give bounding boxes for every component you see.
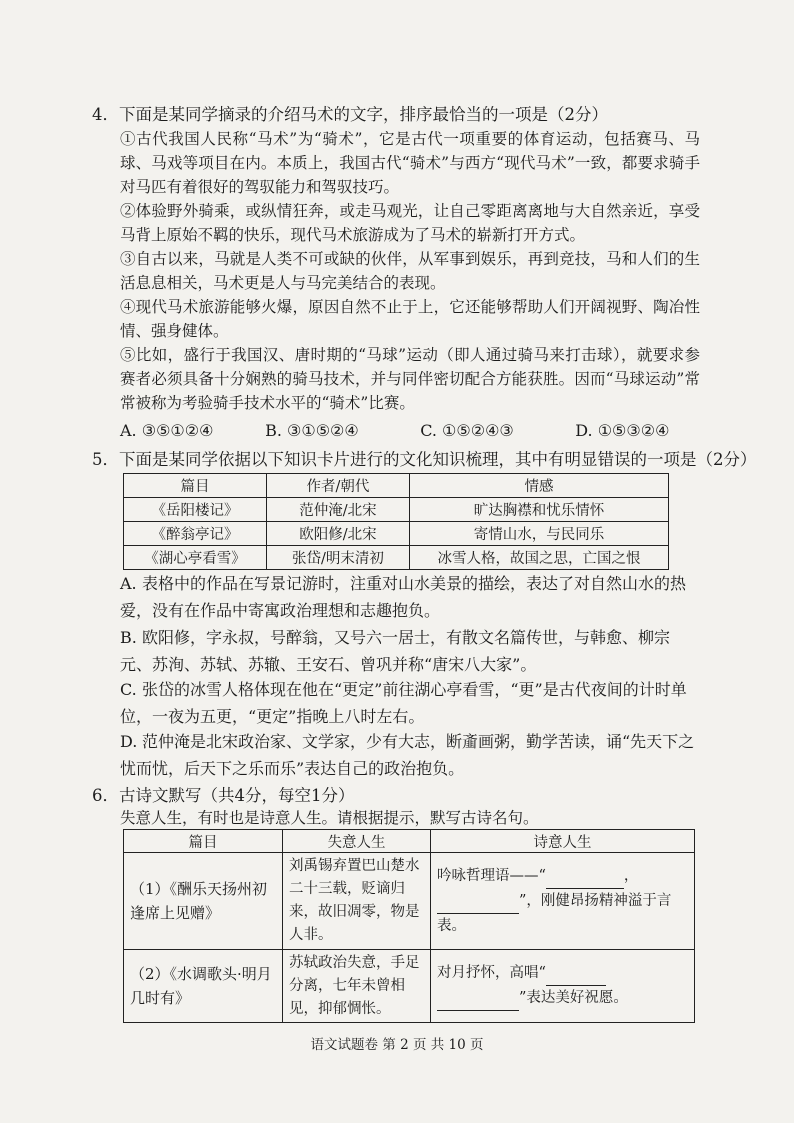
table-header-row xyxy=(124,830,695,853)
table-row xyxy=(124,950,695,1023)
table-cell: 张岱/明末清初 xyxy=(267,546,410,570)
loss-description: 刘禹锡弃置巴山楚水二十三载，贬谪归来，故旧凋零，物是人非。 xyxy=(283,853,431,950)
q5-choice-d[interactable] xyxy=(120,728,700,782)
table-header: 情感 xyxy=(410,474,669,498)
table-row xyxy=(124,546,669,570)
q6-intro: 失意人生，有时也是诗意人生。请根据提示，默写古诗名句。 xyxy=(120,809,539,827)
q4-option-d[interactable]: D. ①⑤③②④ xyxy=(575,421,670,440)
poem-title: （2）《水调歌头·明月几时有》 xyxy=(124,950,283,1023)
answer-blank-2[interactable] xyxy=(437,889,519,914)
table-cell: 《岳阳楼记》 xyxy=(124,498,267,522)
table-cell: 寄情山水，与民同乐 xyxy=(410,522,669,546)
q4-sentence-2: ②体验野外骑乘，或纵情狂奔，或走马观光，让自己零距离离地与大自然亲近，享受马背上原始不羁的快乐，现代马术旅游成为了马术的崭新打开方式。 xyxy=(120,202,700,244)
poem-cell-1 xyxy=(431,853,695,950)
q4-sentence-4: ④现代马术旅游能够火爆，原因自然不止于上，它还能够帮助人们开阔视野、陶冶性情、强身健体。 xyxy=(120,298,700,340)
q4-sentence-5: ⑤比如，盛行于我国汉、唐时期的“马球”运动（即人通过骑马来打击球），就要求参赛者必须具备十分娴熟的骑马技术，并与同伴密切配合方能获胜。因而“马球运动”常常被称为考验骑手技术水平的“骑术”比赛。 xyxy=(120,346,700,412)
poem-lead: 对月抒怀，高唱“ xyxy=(437,965,546,981)
table-cell: 范仲淹/北宋 xyxy=(267,498,410,522)
table-cell: 欧阳修/北宋 xyxy=(267,522,410,546)
table-header: 诗意人生 xyxy=(431,830,695,853)
q5-choice-a[interactable] xyxy=(120,570,700,624)
table-cell: 旷达胸襟和忧乐情怀 xyxy=(410,498,669,522)
q6-heading: 6．古诗文默写（共4分，每空1分） xyxy=(92,786,355,805)
answer-blank-1[interactable] xyxy=(546,864,624,889)
poem-title: （1）《酬乐天扬州初逢席上见赠》 xyxy=(124,853,283,950)
choice-text: 欧阳修，字永叔，号醉翁，又号六一居士，有散文名篇传世，与韩愈、柳宗元、苏洵、苏轼、苏辙、王安石、曾巩并称“唐宋八大家”。 xyxy=(120,628,671,674)
poem-lead: 吟咏哲理语——“ xyxy=(437,868,546,884)
answer-blank-3[interactable] xyxy=(546,961,606,986)
q4-sentence-3: ③自古以来，马就是人类不可或缺的伙伴，从军事到娱乐，再到竞技，马和人们的生活息息相关，马术更是人与马完美结合的表现。 xyxy=(120,250,700,292)
table-header: 篇目 xyxy=(124,830,283,853)
table-cell: 《湖心亭看雪》 xyxy=(124,546,267,570)
q4-sentence-1: ①古代我国人民称“马术”为“骑术”，它是古代一项重要的体育运动，包括赛马、马球、马戏等项目在内。本质上，我国古代“骑术”与西方“现代马术”一致，都要求骑手对马匹有着很好的驾驭能力和驾驭技巧。 xyxy=(120,130,700,196)
poem-comma: ， xyxy=(623,868,639,884)
choice-text: 表格中的作品在写景记游时，注重对山水美景的描绘，表达了对自然山水的热爱，没有在作品中寄寓政治理想和志趣抱负。 xyxy=(120,574,687,620)
q4-option-a[interactable]: A. ③⑤①②④ xyxy=(120,421,214,440)
q4-option-c[interactable]: C. ①⑤②④③ xyxy=(420,421,514,440)
table-row xyxy=(124,853,695,950)
choice-label: C. xyxy=(120,680,137,699)
choice-label: B. xyxy=(120,628,137,647)
table-row xyxy=(124,522,669,546)
q4-option-b[interactable]: B. ③①⑤②④ xyxy=(265,421,359,440)
q5-choice-c[interactable] xyxy=(120,676,700,730)
table-header-row xyxy=(124,474,669,498)
table-header: 篇目 xyxy=(124,474,267,498)
choice-label: A. xyxy=(120,574,137,593)
poem-cell-2 xyxy=(431,950,695,1023)
loss-description: 苏轼政治失意，手足分离，七年未曾相见，抑郁惆怅。 xyxy=(283,950,431,1023)
table-cell: 冰雪人格，故国之思，亡国之恨 xyxy=(410,546,669,570)
choice-label: D. xyxy=(120,732,138,751)
choice-text: 张岱的冰雪人格体现在他在“更定”前往湖心亭看雪，“更”是古代夜间的计时单位，一夜为五更，“更定”指晚上八时左右。 xyxy=(120,680,687,726)
q5-choice-b[interactable] xyxy=(120,624,700,678)
q5-heading: 5．下面是某同学依据以下知识卡片进行的文化知识梳理，其中有明显错误的一项是（2分） xyxy=(92,450,757,469)
table-header: 失意人生 xyxy=(283,830,431,853)
poem-tail: ”表达美好祝愿。 xyxy=(519,990,628,1006)
table-row xyxy=(124,498,669,522)
table-cell: 《醉翁亭记》 xyxy=(124,522,267,546)
choice-text: 范仲淹是北宋政治家、文学家，少有大志，断齑画粥，勤学苦读，诵“先天下之忧而忧，后天下之乐而乐”表达自己的政治抱负。 xyxy=(120,732,695,778)
q6-poetry-table xyxy=(123,829,695,1023)
q5-knowledge-table xyxy=(123,473,669,570)
q4-heading: 4．下面是某同学摘录的介绍马术的文字，排序最恰当的一项是（2分） xyxy=(92,105,608,124)
q4-options xyxy=(120,421,669,440)
table-header: 作者/朝代 xyxy=(267,474,410,498)
page-footer: 语文试题卷 第 2 页 共 10 页 xyxy=(310,1037,484,1053)
poem-tail: ”，刚健昂扬精神溢于言表。 xyxy=(437,893,672,934)
answer-blank-4[interactable] xyxy=(437,986,519,1011)
